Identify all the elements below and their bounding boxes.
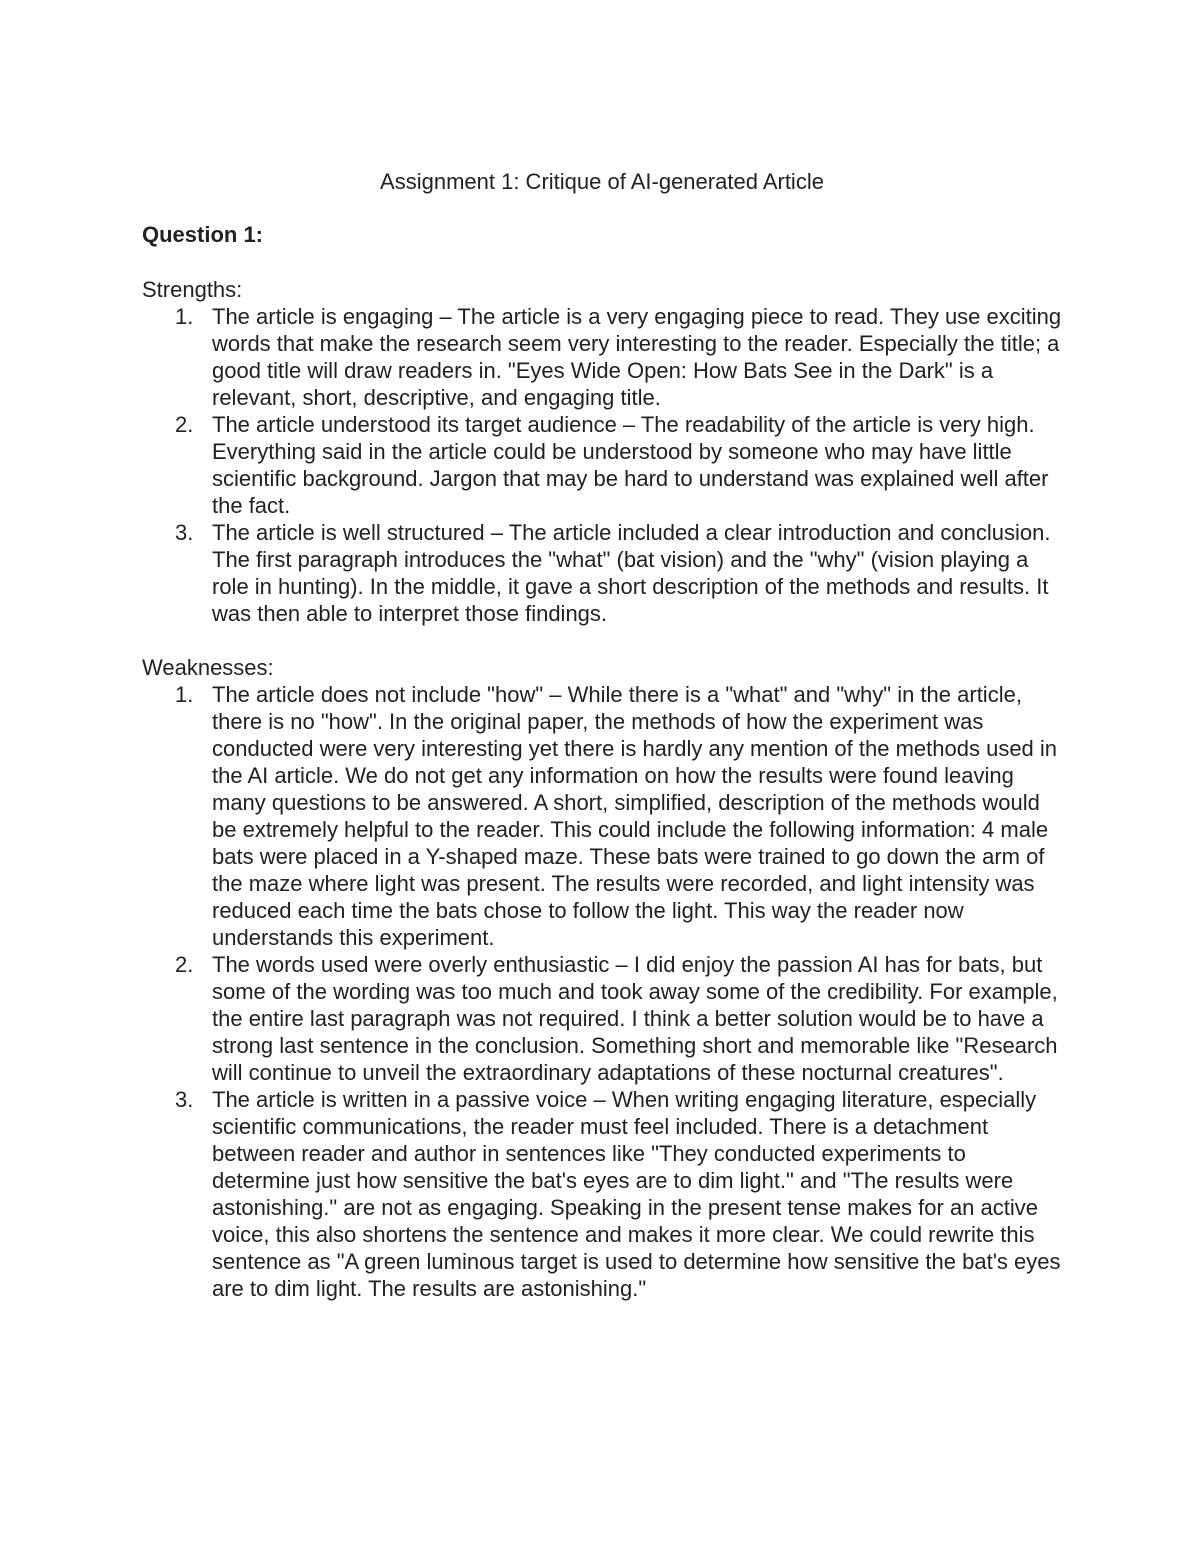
weakness-item-2: [142, 951, 1062, 1086]
question-heading: Question 1:: [142, 222, 264, 247]
strength-item-3: [142, 519, 1062, 627]
list-item-number: 2.: [175, 952, 194, 977]
weaknesses-label: Weaknesses:: [142, 655, 274, 680]
list-item-text: The article does not include "how" – While there is a "what" and "why" in the article, there is no "how". In the original paper, the methods of how the experiment was conducted were very interesting yet there is hardly any mention of the methods used in the AI article. We do not get any information on how the results were found leaving many questions to be answered. A short, simplified, description of the methods would be extremely helpful to the reader. This could include the following information: 4 male bats were placed in a Y-shaped maze. These bats were trained to go down the arm of the maze where light was present. The results were recorded, and light intensity was reduced each time the bats chose to follow the light. This way the reader now understands this experiment.: [212, 682, 1058, 950]
list-item-text: The article is well structured – The article included a clear introduction and conclusion. The first paragraph introduces the "what" (bat vision) and the "why" (vision playing a role in hunting). In the middle, it gave a short description of the methods and results. It was then able to interpret those findings.: [212, 520, 1051, 626]
list-item-number: 2.: [175, 412, 194, 437]
list-item-text: The words used were overly enthusiastic – I did enjoy the passion AI has for bats, but some of the wording was too much and took away some of the credibility. For example, the entire last paragraph was not required. I think a better solution would be to have a strong last sentence in the conclusion. Something short and memorable like "Research will continue to unveil the extraordinary adaptations of these nocturnal creatures".: [212, 952, 1058, 1085]
document-title: Assignment 1: Critique of AI-generated Article: [380, 169, 824, 194]
strengths-list: [142, 303, 1062, 627]
strength-item-2: [142, 411, 1062, 519]
weaknesses-list: [142, 681, 1062, 1302]
strength-item-1: [142, 303, 1062, 411]
list-item-text: The article understood its target audience – The readability of the article is very high. Everything said in the article could be understood by someone who may have little scientific background. Jargon that may be hard to understand was explained well after the fact.: [212, 412, 1049, 518]
list-item-text: The article is written in a passive voice – When writing engaging literature, especially scientific communications, the reader must feel included. There is a detachment between reader and author in sentences like "They conducted experiments to determine just how sensitive the bat's eyes are to dim light." and "The results were astonishing." are not as engaging. Speaking in the present tense makes for an active voice, this also shortens the sentence and makes it more clear. We could rewrite this sentence as "A green luminous target is used to determine how sensitive the bat's eyes are to dim light. The results are astonishing.": [212, 1087, 1061, 1301]
list-item-number: 1.: [175, 682, 194, 707]
document-page: [142, 168, 1062, 1302]
section-spacer: [142, 627, 1062, 654]
list-item-text: The article is engaging – The article is a very engaging piece to read. They use exciting words that make the research seem very interesting to the reader. Especially the title; a good title will draw readers in. "Eyes Wide Open: How Bats See in the Dark" is a relevant, short, descriptive, and engaging title.: [212, 304, 1062, 410]
weakness-item-3: [142, 1086, 1062, 1302]
weakness-item-1: [142, 681, 1062, 951]
list-item-number: 3.: [175, 520, 194, 545]
strengths-label: Strengths:: [142, 277, 243, 302]
list-item-number: 1.: [175, 304, 194, 329]
list-item-number: 3.: [175, 1087, 194, 1112]
